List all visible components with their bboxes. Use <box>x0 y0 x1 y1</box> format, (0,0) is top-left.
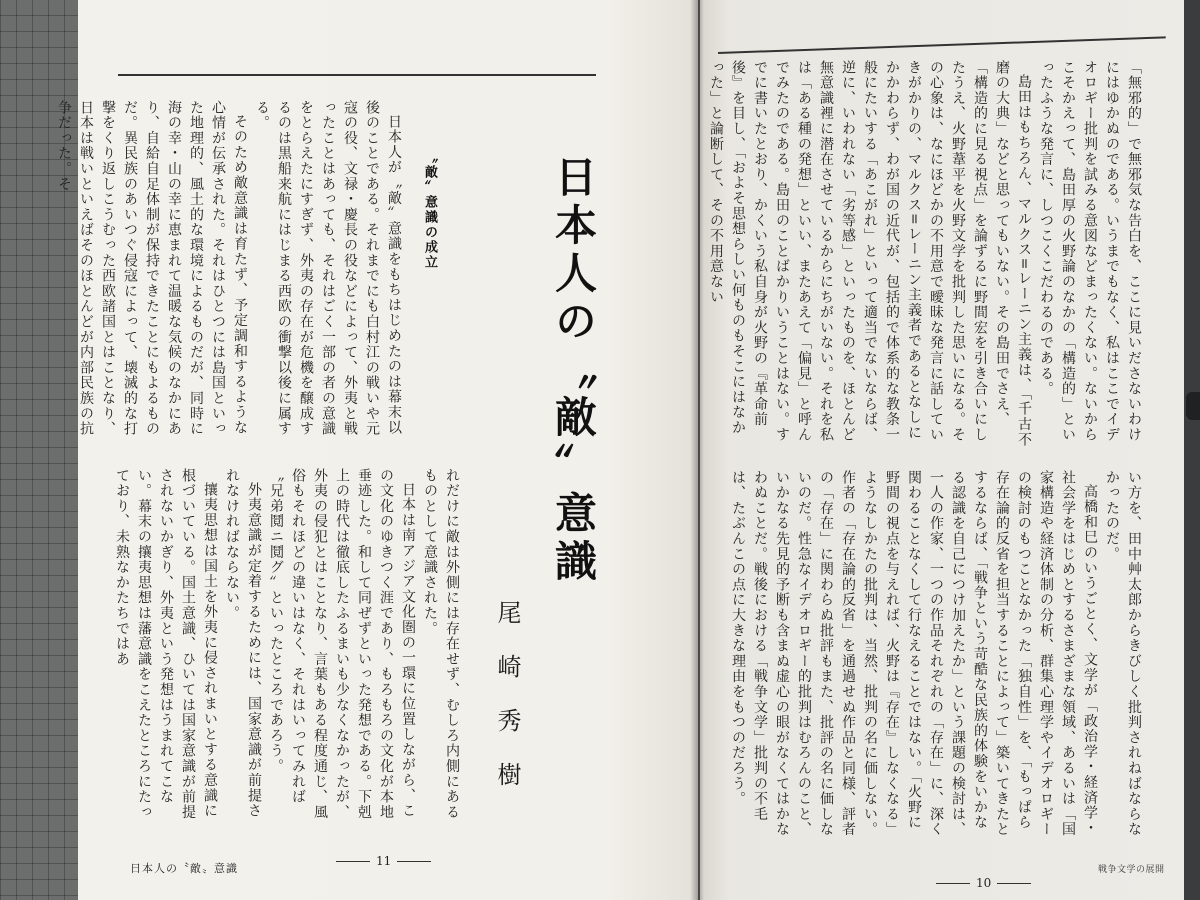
dash-left <box>936 883 970 884</box>
paragraph: 高橋和巳のいうごとく、文学が「政治学・経済学・社会学をはじめとするさまざまな領域、あるいは「国家構造や経済体制の分析、群集心理学やイデオロギーの検討のもつことなかった「独自性」を、「もっぱら存在論的反省を担当することによって」築いてきたとするならば、「戦争という苛酷な民族的体験をいかなる認識を自己につけ加えたか」という課題の検討は、一人の作家、一つの作品それぞれの「存在」に、深く関わることなくして行なえることではない。「火野に野間の視点を与えれば、火野は『存在』しなくなる」ようなしかたの批判は、当然、批判の名に価しない。作者の「存在論的反省」を通過せぬ作品と同様、評者の「存在」に関わらぬ批評もまた、批評の名に価しないのだ。性急なイデオロギー的批判はむろんのこと、いかなる先見的予断も含まぬ虚心の眼がなくてはかなわぬことだ。戦後における「戦争文学」批判の不毛は、たぶんこの点に大きな理由をもつのだろう。 <box>730 470 1098 838</box>
left-running-footer: 日本人の〝敵〟意識 <box>130 862 238 875</box>
dash-right <box>397 861 431 862</box>
paragraph: い方を、田中艸太郎からきびしく批判されねばならなかったのだ。 <box>1104 470 1142 838</box>
page-edge <box>1184 0 1200 900</box>
section-heading: 〝敵〟意識の成立 <box>422 150 437 270</box>
right-lower-text <box>730 470 1145 840</box>
page-number-text: 10 <box>976 876 992 890</box>
paragraph: 日本人が〝敵〟意識をもちはじめたのは幕末以後のことである。それまでにも白村江の戦いや元寇の役、文禄・慶長の役などによって、外夷と戦ったことはあっても、それはごく一部の者の意識をとらえたにすぎず、外夷の存在が危機を醸成するのは黒船来航にはじまる西欧の衝撃以後に属する。 <box>254 100 402 437</box>
left-page-number <box>330 854 437 868</box>
right-upper-text <box>708 60 1145 450</box>
right-running-footer: 戦争文学の展開 <box>1098 865 1165 875</box>
paragraph: 外夷意識が定着するためには、国家意識が前提されなければならない。 <box>224 468 262 819</box>
left-top-rule <box>118 74 596 76</box>
left-lower-text <box>114 468 463 828</box>
paragraph: 攘夷思想は国土を外夷に侵されまいとする意識に根づいている。国土意識、ひいては国家意識が前提されないかぎり、外夷という発想はうまれてこない。幕末の攘夷思想は藩意識をこえたところにたっており、未熟なかたちではあ <box>114 468 218 820</box>
dash-left <box>336 861 370 862</box>
paragraph: 島田はもちろん、マルクス=レーニン主義は、「千古不磨の大典」などと思ってもいない。その島田でさえ、「構造的に見る視点」を論ずるに野間宏を引き合いにしたうえ、火野葦平を火野文学を批判した思いになる。その心象は、なにほどかの不用意で曖昧な発言に話していきがかりの、マルクス=レーニン主義者であるとなしにかかわらず、わが国の近代が、包括的で体系的な教条一般にたいする「あこがれ」といって適当でないならば、逆に、いわれない「劣等感」といったものを、ほとんど無意識裡に潜在させているからにちがいない。それを私は「ある種の発想」といい、またあえて「偏見」と呼んでみたのである。島田のことばかりいうことはない。すでに書いたとおり、かくいう私自身が火野の『革命前後』を目し、「およそ思想らしい何ものもそこにはなかった」と論断して、その不用意ない <box>708 60 1032 448</box>
author-name: 尾崎秀樹 <box>493 600 521 816</box>
paragraph: 日本は南アジア文化圏の一環に位置しながら、この文化のゆきつく涯であり、もろもろの文化が本地垂迹した。和して同ぜずといった発想である。下剋上の時代は徹底したふるまいも少なくなかったが、外夷の侵犯とはことなり、言葉もある程度通じ、風俗もそれほどの違いはなく、それはいってみれば〝兄弟鬩ニ鬩グ〟といったところであろう。 <box>268 468 416 820</box>
page-number-text: 11 <box>376 854 392 868</box>
paragraph: そのため敵意識は育たず、予定調和するような心情が伝承された。それはひとつには島国といった地理的、風土的な環境によるものだが、同時に海の幸・山の幸に恵まれて温暖な気候のなかにあり、自給自足体制が保持できたことにもよるものだ。異民族のあいつぐ侵寇によって、壊滅的な打撃をくり返しこうむった西欧諸国とはことなり、日本は戦いといえばそのほとんどが内部民族の抗争だった。そ <box>56 100 248 437</box>
edge-shadow <box>1186 392 1200 420</box>
left-upper-text <box>56 100 405 440</box>
paragraph: 「無邪的」で無邪気な告白を、ここに見いださないわけにはゆかぬのである。いうまでもなく、私はここでイデオロギー批判を試みる意図などまったくない。ないからこそかえって、島田厚の火野論のなかの「構造的」といったふうな発言に、しつこくこだわるのである。 <box>1038 60 1142 443</box>
paragraph: れだけに敵は外側には存在せず、むしろ内側にあるものとして意識された。 <box>422 468 460 820</box>
book-gutter <box>690 0 704 900</box>
dash-right <box>997 883 1031 884</box>
article-title: 日本人の〝敵〟意識 <box>549 155 598 587</box>
right-page-number <box>930 876 1037 890</box>
